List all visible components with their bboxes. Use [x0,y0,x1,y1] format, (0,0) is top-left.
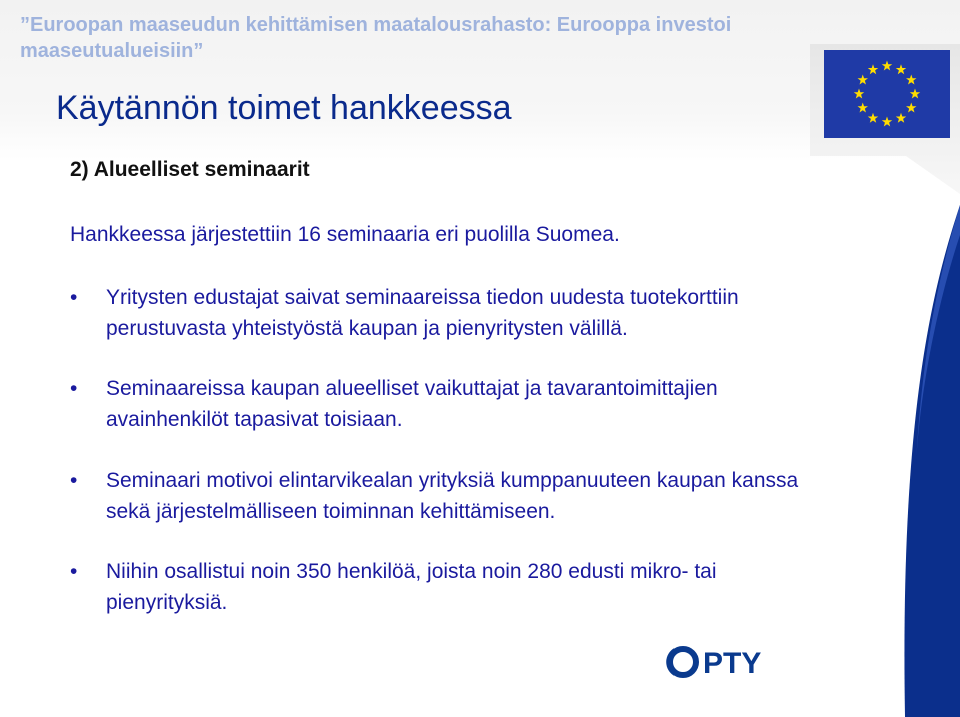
bullet-item [68,465,828,527]
intro-text: Hankkeessa järjestettiin 16 seminaaria eri puolilla Suomea. [70,223,620,246]
bullet-text: Seminaari motivoi elintarvikealan yrityksiä kumppanuuteen kaupan kanssa sekä järjestelmälliseen toiminnan kehittämiseen. [106,469,799,523]
bullet-icon: • [70,377,78,400]
fund-title: ”Euroopan maaseudun kehittämisen maatalousrahasto: Eurooppa investoi maaseutualueisiin” [20,14,732,62]
bullet-item [68,556,828,618]
pty-logo [665,640,800,684]
bullet-item [68,282,828,344]
bullet-icon: • [70,286,78,309]
bullet-icon: • [70,469,78,492]
bullet-text: Yritysten edustajat saivat seminaareissa tiedon uudesta tuotekorttiin perustuvasta yhteistyöstä kaupan ja pienyritysten välillä. [106,286,739,340]
bullet-list [68,282,828,618]
decorative-swoosh [860,205,960,717]
bullet-text: Niihin osallistui noin 350 henkilöä, joista noin 280 edusti mikro- tai pienyrityksiä. [106,560,717,614]
slide-title: Käytännön toimet hankkeessa [56,89,512,127]
bullet-item [68,373,828,435]
eu-flag-icon [810,44,960,204]
section-subheading: 2) Alueelliset seminaarit [70,158,310,181]
bullet-icon: • [70,560,78,583]
pty-logo-text: PTY [703,647,762,680]
bullet-text: Seminaareissa kaupan alueelliset vaikuttajat ja tavarantoimittajien avainhenkilöt tapasivat toisiaan. [106,377,718,431]
